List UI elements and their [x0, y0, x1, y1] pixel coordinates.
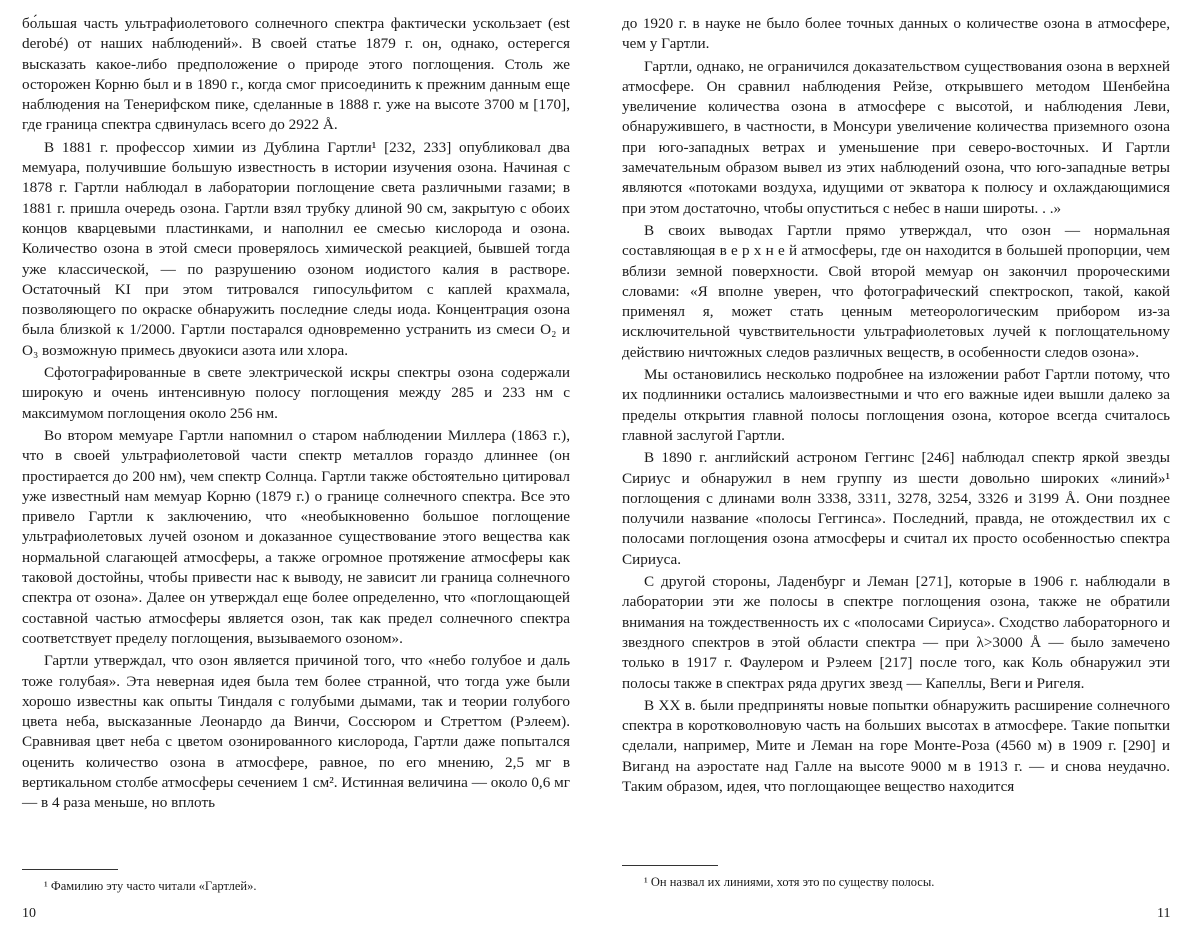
- left-page-number: 10: [22, 906, 36, 921]
- right-paragraph-5: В 1890 г. английский астроном Геггинс [246] наблюдал спектр яркой звезды Сириус и обнаружил в нем группу из шести довольно широких «линий»¹ поглощения с длинами волн 3338, 3311, 3278, 3254, 3326 и 3199 Å. Они позднее получили название «полосы Геггинса». Последний, правда, не отождествил их с полосами поглощения озона атмосферы и считал их просто особенностью спектра Сириуса.: [622, 449, 1170, 568]
- left-paragraph-2: В 1881 г. профессор химии из Дублина Гартли¹ [232, 233] опубликовал два мемуара, получившие большую известность в истории изучения озона. Начиная с 1878 г. Гартли наблюдал в лаборатории поглощение света различными газами; в 1881 г. пришла очередь озона. Гартли взял трубку длиной 90 см, закрытую с обоих концов кварцевыми пластинками, и наполнил ее смесью кислорода и озона. Количество озона в этой смеси проверялось химической реакцией, бывшей тогда уже классической, — по разрушению озоном иодистого калия в растворе. Остаточный KI при этом титровался гипосульфитом с каплей крахмала, позволяющего по окраске обнаружить последние следы иода. Концентрация озона была близкой к 1/2000. Гартли постарался одновременно устранить из смеси O₂ и O₃ возможную примесь двуокиси азота или хлора.: [22, 138, 570, 359]
- right-paragraph-2: Гартли, однако, не ограничился доказательством существования озона в верхней атмосфере. Он сравнил наблюдения Рейзе, открывшего методом Шенбейна увеличение количества озона в атмосфере с высотой, и наблюдения Леви, обнаружившего, в частности, в Монсури увеличение количества приземного озона при юго-западных ветрах и уменьшение при северо-восточных. И Гартли замечательным образом вывел из этих наблюдений озона, что юго-западные ветры являются «потоками воздуха, идущими от экватора к полюсу и охлаждающимися при этом достаточно, чтобы опуститься с небес в наши широты. . .»: [622, 57, 1170, 217]
- right-paragraph-4: Мы остановились несколько подробнее на изложении работ Гартли потому, что их подлинники остались малоизвестными и что его важные идеи вышли далеко за пределы открытия главной полосы поглощения озона, которое всегда считалось главной заслугой Гартли.: [622, 366, 1170, 444]
- left-footnote-divider: [22, 869, 118, 870]
- right-paragraph-3: В своих выводах Гартли прямо утверждал, что озон — нормальная составляющая в е р х н е й атмосферы, где он находится в большей пропорции, чем вблизи земной поверхности. Свой второй мемуар он закончил пророческими словами: «Я вполне уверен, что фотографический спектроскоп, такой, какой применял я, может стать ценным метеорологическим прибором из-за исключительной чувствительности ультрафиолетовых лучей к поглощательному действию ничтожных следов различных веществ, в особенности следов озона».: [622, 221, 1170, 361]
- right-footnote-divider: [622, 865, 718, 866]
- right-page-column: [622, 14, 1170, 797]
- right-paragraph-7: В XX в. были предприняты новые попытки обнаружить расширение солнечного спектра в коротковолновую часть на больших высотах в атмосфере. Такие попытки сделали, например, Мите и Леман на горе Монте-Роза (4560 м) в 1909 г. [290] и Виганд на аэростате над Галле на высоте 9000 м в 1913 г. — и снова неудачно. Таким образом, идея, что поглощающее вещество находится: [622, 696, 1170, 795]
- left-paragraph-1: бо́льшая часть ультрафиолетового солнечного спектра фактически ускользает (est derobé) от наших наблюдений». В своей статье 1879 г. он, однако, остерегся высказать какое-либо предположение о природе этого поглощения. Столь же осторожен Корню был и в 1890 г., когда смог присоединить к прежним данным еще наблюдения на Тенерифском пике, сделанные в 1888 г. уже на высоте 3700 м [170], где граница спектра сдвинулась всего до 2922 Å.: [22, 15, 570, 134]
- left-paragraph-5: Гартли утверждал, что озон является причиной того, что «небо голубое и даль тоже голубая». Эта неверная идея была тем более странной, что тогда уже были хорошо известны как опыты Тиндаля с голубыми дымами, так и теории голубого цвета неба, высказанные Леонардо да Винчи, Соссюром и Стреттом (Рэлеем). Сравнивая цвет неба с цветом озонированного кислорода, Гартли даже попытался оценить количество озона в атмосфере, равное, по его мнению, 2,5 мг в вертикальном столбе атмосферы сечением 1 см². Истинная величина — около 0,6 мг — в 4 раза меньше, но вплоть: [22, 652, 570, 812]
- right-paragraph-6: С другой стороны, Ладенбург и Леман [271], которые в 1906 г. наблюдали в лаборатории эти же полосы в спектре поглощения озона, также не обратили внимания на тождественность их с «полосами Сириуса». Сходство лабораторного и звездного спектров в этой области спектра — при λ>3000 Å — было замечено только в 1917 г. Фаулером и Рэлеем [217] после того, как Коль обнаружил эти полосы также в спектрах ряда других звезд — Капеллы, Веги и Ригеля.: [622, 573, 1170, 692]
- left-page-column: [22, 14, 570, 814]
- right-footnote: ¹ Он назвал их линиями, хотя это по существу полосы.: [644, 875, 935, 889]
- left-footnote: ¹ Фамилию эту часто читали «Гартлей».: [44, 879, 257, 893]
- left-paragraph-3: Сфотографированные в свете электрической искры спектры озона содержали широкую и очень интенсивную полосу поглощения между 285 и 233 нм с максимумом поглощения около 256 нм.: [22, 364, 570, 422]
- right-page-number: 11: [1157, 906, 1171, 921]
- left-paragraph-4: Во втором мемуаре Гартли напомнил о старом наблюдении Миллера (1863 г.), что в своей ультрафиолетовой части спектр металлов гораздо длиннее (он простирается до 200 нм), чем спектр Солнца. Гартли также обстоятельно цитировал уже известный нам мемуар Корню (1879 г.) о границе солнечного спектра. Все это привело Гартли к заключению, что «необыкновенно большое поглощение ультрафиолетовых лучей озоном и доказанное существование этого вещества как нормальной слагающей атмосферы, а также огромное протяжение атмосферы как таковой достойны, чтобы привести нас к выводу, не зависит ли граница солнечного спектра от озона». Далее он утверждал еще более определенно, что «поглощающей составной частью атмосферы является озон, так как предел солнечного спектра соответствует пределу поглощения, вызываемого озоном».: [22, 426, 570, 647]
- right-paragraph-1: до 1920 г. в науке не было более точных данных о количестве озона в атмосфере, чем у Гартли.: [622, 15, 1170, 53]
